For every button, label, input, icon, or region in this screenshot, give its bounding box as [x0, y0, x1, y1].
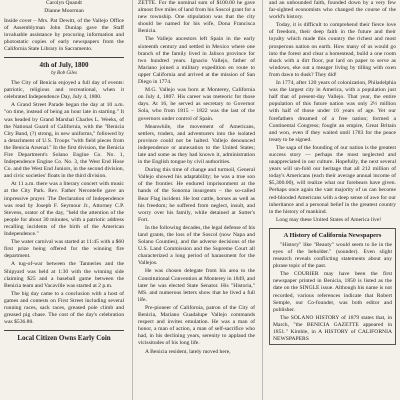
- paragraph: At 11 a.m. there was a literary concert with music at the City Park. Rev. Father Nerontelle gave an impressive prayer. The Declaration of Independence was read by Joseph F. Seymour Jr., Attorney C.P. Stevens, orator of the day, "held the attention of the people for about 30 minutes, with a patriotic address recalling incidents of the birth of the American Independence.": [4, 181, 124, 238]
- paragraph: A Benicia resident, lately moved here,: [145, 348, 231, 355]
- paragraph: A tug-of-war between the Tanneries and the Shipyard was held at 1:30 with the winning side claiming $25 and a baseball game between the Benicia team and Vacaville was started at 2 p.m.: [4, 261, 124, 289]
- divider: [4, 57, 124, 58]
- paragraph: Today, it is difficult to comprehend their fierce love of freedom, their deep faith in the future and their loyalty which made this country the richest and most prosperous nation on earth. How many of us would go into the forest and clear a homestead, build a one room shack with a dirt floor, put lard on paper to serve as windows, eke out a meager living by tilling with oxen from dawn to dusk? They did!: [269, 22, 396, 78]
- paragraph: The COURIER may have been the first newspaper printed in Benicia, 1850 is listed as the date on the SINGLE issue. Although his name is not recorded, various references indicate that Robert Semple, our Co-founder, was both editor and publisher.: [273, 271, 392, 313]
- paragraph: The City of Benicia enjoyed a full day of events: patriotic, religious and recreational, when it celebrated Independence Day, July 4, 1800.: [4, 80, 124, 101]
- paragraph: A Grand Street Parade began the day at 10 a.m. "on time, instead of being an hour late in starting." It was headed by Grand Marshal Charles L. Weeks, of the National Guard of California, with the "Benicia City Band, (?) strong, in new uniforms," followed by a detachment of U.S. Troops "with field pieces from the Benicia Arsenal." In the first division, the Benicia Fire Department's Solano Engine Co. No. 1, Independence Engine Co. No. 3, the West End Hose Co. and the West End Juniors, in the second division, and civic societies' floats in the third division.: [4, 102, 124, 180]
- column-1: [0, 0, 130, 400]
- paragraph: and an unbounded faith, founded down by a very few far-sighted economists who changed the course of the world's history.: [269, 0, 396, 21]
- paragraph: Long may these United States of America live!: [276, 216, 382, 223]
- column-3: [262, 0, 400, 400]
- article-title: 4th of July, 1800: [39, 61, 89, 70]
- staff-name: Dianne Moorman: [44, 7, 84, 14]
- paragraph: He was chosen delegate from his area to the Constitutional Convention at Monterey in 1849, and later he was elected State Senator. His "Historia," MS. and numerous letters show that he lived a full life.: [138, 268, 255, 303]
- next-article-title: Local Citizen Owns Early Coin: [17, 334, 111, 343]
- paragraph: ZETTE. For the nominal sum of $100.00 he gave almost five miles of land from his Soscol grant for a new township. One stipulation was that the city should be named for his wife, Dona Francisca Benicia.: [138, 0, 255, 35]
- paragraph: The water carnival was started at 11:45 with a $60 first prize being offered for the winning fire department.: [4, 239, 124, 260]
- paragraph: Pre-pioneer of California, patron of the City of Benicia, Mariano Guadalupe Vallejo commands respect and invites emulation. He was a man of honor, a man of action, a man of self-sacrifice who had, in his declining years, serenity to applaud the vicissitudes of his long life.: [138, 304, 255, 347]
- paragraph: The Vallejo ancestors left Spain in the early sixteenth century and settled in Mexico where one branch of the family lived in Jalisco province for two hundred years. Ignacio Vallejo, father of Mariano joined a military expedition en route to upper California and arrived at the mission of San Diego in 1774.: [138, 36, 255, 86]
- paragraph: During this time of change and turmoil, General Vallejo showed his adaptability; he was a true son of the frontier. He endured imprisonment at the hands of the Sonoma insurgents – the so-called Bear Flag incident. He lost cattle, horses as well as his freedom; he suffered from neglect, insult, and worry over his family, while detained at Sutter's Fort.: [138, 167, 255, 223]
- box-title: A History of California Newspapers: [283, 231, 382, 239]
- paragraph: M.G. Vallejo was born at Monterey, California on July 4, 1807. His career was meteoric for those days. At 16, he served as secretary to Governor Sola, who from 1815 – 1822 was the last of the governors under control of Spain.: [138, 87, 255, 122]
- staff-name: Carolyn Quandt: [46, 0, 82, 6]
- paragraph: In 1774, after 120 years of colonization, Philadelphia was the largest city in America, with a population just half that of present-day Vallejo. That year, the entire population of this future nation was only 2½ million with half of those under 16 years of age. Yet our forefathers dreamed of a free nation; formed a Continental Congress; fought an empire, Great Britain and won, even if they waited until 1783 for the peace treaty to be signed.: [269, 80, 396, 143]
- newspaper-history-box: [269, 228, 396, 345]
- column-2: [132, 0, 260, 400]
- paragraph: The saga of the founding of our nation is the greatest success story — perhaps the most neglected and unappreciated in our culture. Hopefully, the next several years will un-fold our heritage that all 212 million of today's Americans (each their average annual income of $5,300.00), will realize what our forebears have given. Perhaps once again the vast majority of us can become red-blooded Americans with a deep sense of awe for our inheritance and a personal belief in the greatest country in the history of mankind.: [269, 144, 396, 215]
- intro-note: Inside cover – Mrs. Pat Dewitt, of the Vallejo Office of Assemblyman John Dunlap gave the Staff invaluable assistance by procuring information and photostatic copies of early newspapers from the California State Library in Sacramento.: [4, 18, 124, 53]
- paragraph: Meanwhile, the movement of Americans, settlers, traders, and adventurers into the isolated province could not be halted. Vallejo denounced independence or annexation to the United States; late and some as they had known it, administration in the English tongue by civil authorities.: [138, 123, 255, 166]
- paragraph: "History" like "Beauty" would seem to lie in the eyes of the beholder." (sounder). Even slight research reveals conflicting statements about any phrase topic of the past.: [273, 241, 392, 270]
- divider: [4, 330, 124, 331]
- paragraph: The big day came to a conclusion with a host of games and contests on First Street including several running races, sack races, greased pole climb and greased pig chase. The cost of the day's celebration was $536.80.: [4, 290, 124, 326]
- paragraph: In the following decades, the legal defense of his land grants, the loss of the Soscol (now Napa and Solano Counties), and the adverse decisions of the U.S. Land Commission and the Supreme Court all characterized a long period of harassment for the Vallejos.: [138, 224, 255, 267]
- article-byline: by Bob Giles: [51, 70, 77, 76]
- paragraph: The SOLANO HISTORY of 1879 states that, in March, "the BENICIA GAZETTE appeared in 1851." Kimble, in A HISTORY of CALIFORNIA NEWSPAPERS: [273, 314, 392, 343]
